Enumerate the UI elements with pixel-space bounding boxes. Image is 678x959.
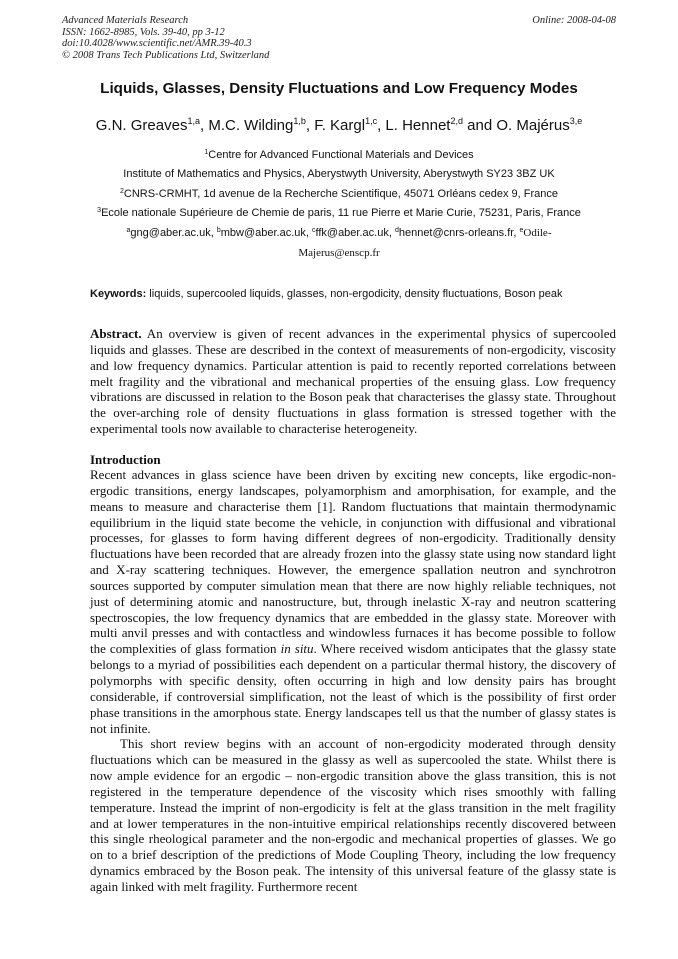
journal-copyright: © 2008 Trans Tech Publications Ltd, Switzerland xyxy=(62,49,270,61)
author-superscript: 1,c xyxy=(365,116,378,126)
author-name: M.C. Wilding xyxy=(208,117,294,134)
email-marker: a xyxy=(126,227,131,234)
author-name: O. Majérus xyxy=(496,117,570,134)
email-line-2 xyxy=(62,247,616,259)
paragraph-text: Recent advances in glass science have been driven by exciting new concepts, like ergodic-non-ergodic transitions, energy landscapes, polyamorphism and amorphisation, for example, and the means to measure and characterise them [1]. Random fluctuations that maintain thermodynamic equilibrium in the liquid state become the vehicle, in conjunction with diffusional and vibrational processes, for glasses to form having different degrees of non-ergodicity. Traditionally density fluctuations have been recorded that are already frozen into the glassy state using now standard light and X-ray scattering techniques. However, the emergence spallation neutron and synchrotron sources supported by computer simulation mean that there are now highly reliable techniques, not just of determining atomic and nanostructure, but, through inelastic X-ray and neutron scattering spectroscopies, the low frequency dynamics that are embedded in the glassy state. Moreover with multi anvil presses and with contactless and windowless furnaces it has become possible to follow the complexities of glass formation xyxy=(90,467,616,657)
affiliation-text: Ecole nationale Supérieure de Chemie de paris, 11 rue Pierre et Marie Curie, 75231, Paris, France xyxy=(101,207,581,219)
paragraph-text: . Where received wisdom anticipates that the glassy state belongs to a myriad of possibilities each dependent on a particular thermal history, the discovery of polymorphs with specific density, often occurring in high and low density pairs has brought considerable, if controversial simplification, not the least of which is the possibility of first order phase transitions in the amorphous state. Energy landscapes tell us that the number of glassy states is not infinite. xyxy=(90,641,616,736)
affiliation-1-line-2 xyxy=(62,168,616,180)
email-address: ffk@aber.ac.uk, xyxy=(315,227,395,239)
abstract xyxy=(90,326,616,437)
abstract-text: An overview is given of recent advances in the experimental physics of supercooled liquids and glasses. These are described in the context of measurements of non-ergodicity, viscosity and low frequency dynamics. Particular attention is paid to recently reported correlations between melt fragility and the vibrational and mechanical properties of the ensuing glass. Low frequency vibrations are discussed in relation to the Boson peak that characterises the glassy state. Throughout the over-arching role of density fluctuations in glass formation is stressed together with the experimental tools now available to characterise heterogeneity. xyxy=(90,326,616,437)
author-separator: , xyxy=(199,117,209,134)
author-name: F. Kargl xyxy=(314,117,366,134)
affiliation-3 xyxy=(62,207,616,219)
author-separator: , xyxy=(377,117,386,134)
email-address: mbw@aber.ac.uk, xyxy=(220,227,312,239)
author-separator: , xyxy=(305,117,315,134)
paragraph xyxy=(90,467,616,736)
journal-issn: ISSN: 1662-8985, Vols. 39-40, pp 3-12 xyxy=(62,26,225,38)
affiliation-marker: 1 xyxy=(204,149,209,156)
author-superscript: 2,d xyxy=(450,116,463,126)
author-list xyxy=(62,117,616,134)
author-superscript: 1,b xyxy=(293,116,306,126)
email-address: gng@aber.ac.uk, xyxy=(130,227,217,239)
affiliation-text: Centre for Advanced Functional Materials and Devices xyxy=(208,149,474,161)
author-separator: and xyxy=(462,117,497,134)
email-marker: d xyxy=(394,227,399,234)
affiliation-1-line-1 xyxy=(62,149,616,161)
affiliation-marker: 2 xyxy=(119,188,124,195)
journal-header xyxy=(62,15,616,61)
author-superscript: 3,e xyxy=(569,116,583,126)
paragraph xyxy=(90,736,616,894)
journal-doi: doi:10.4028/www.scientific.net/AMR.39-40.3 xyxy=(62,38,252,50)
author-name: G.N. Greaves xyxy=(95,117,188,134)
email-marker: c xyxy=(311,227,316,234)
email-marker: e xyxy=(519,227,524,234)
email-line-1 xyxy=(62,227,616,239)
keywords xyxy=(90,288,616,300)
email-marker: b xyxy=(216,227,221,234)
section-heading-introduction: Introduction xyxy=(90,452,161,467)
introduction-body xyxy=(90,467,616,895)
affiliation-text: Institute of Mathematics and Physics, Aberystwyth University, Aberystwyth SY23 3BZ UK xyxy=(123,168,555,180)
paragraph-text: This short review begins with an account of non-ergodicity moderated through density fluctuations which can be measured in the glassy as well as supercooled the state. Whilst there is now ample evidence for an ergodic – non-ergodic transition above the glass transition, this is not registered in the temperature dependence of the viscosity which rises smoothly with falling temperature. Instead the imprint of non-ergodicity is felt at the glass transition in the melt fragility and at lower temperatures in the non-intuitive empirical relationships recently discovered between this single rheological parameter and the non-ergodic and mechanical properties of glasses. We go on to a brief description of the predictions of Mode Coupling Theory, including the low frequency dynamics embraced by the Boson peak. The intensity of this universal feature of the glassy state is again linked with melt fragility. Furthermore recent xyxy=(90,736,616,894)
journal-name: Advanced Materials Research xyxy=(62,15,189,26)
italic-text: in situ xyxy=(280,641,314,657)
affiliation-text: CNRS-CRMHT, 1d avenue de la Recherche Scientifique, 45071 Orléans cedex 9, France xyxy=(123,188,558,200)
online-date: Online: 2008-04-08 xyxy=(532,15,616,26)
email-address: Odile- xyxy=(523,227,552,239)
author-name: L. Hennet xyxy=(385,117,451,134)
keywords-label: Keywords: xyxy=(90,288,147,300)
affiliation-2 xyxy=(62,188,616,200)
email-address: Majerus@enscp.fr xyxy=(298,247,380,259)
abstract-label: Abstract. xyxy=(90,326,142,341)
paper-title: Liquids, Glasses, Density Fluctuations and Low Frequency Modes xyxy=(100,80,578,97)
keywords-text: liquids, supercooled liquids, glasses, non-ergodicity, density fluctuations, Boson peak xyxy=(146,288,563,300)
affiliation-marker: 3 xyxy=(97,207,102,214)
email-address: hennet@cnrs-orleans.fr, xyxy=(398,227,520,239)
author-superscript: 1,a xyxy=(187,116,200,126)
